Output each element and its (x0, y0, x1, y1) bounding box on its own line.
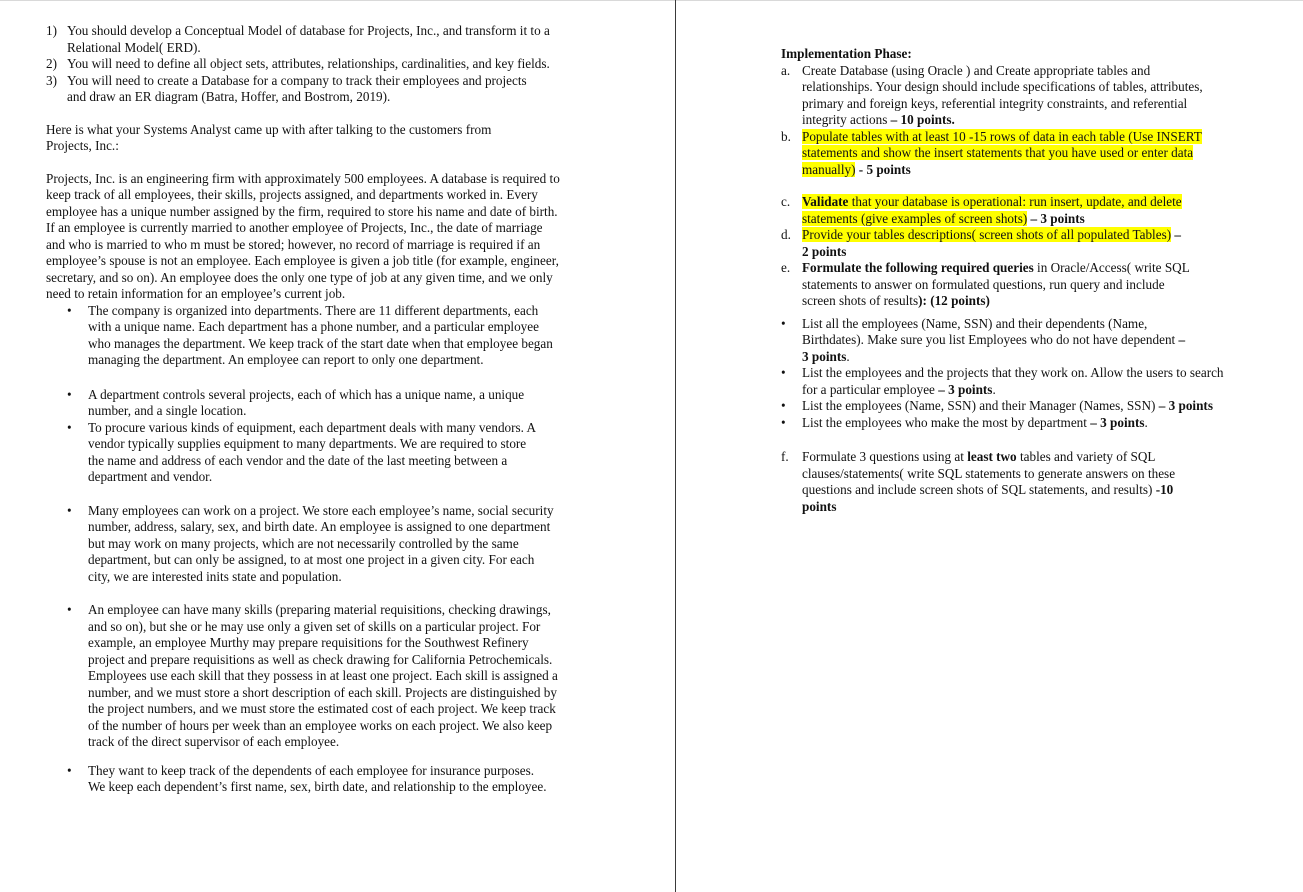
bullet-icon: • (67, 386, 72, 402)
implementation-heading: Implementation Phase: (781, 46, 912, 61)
item-number: 3) (46, 72, 57, 88)
query-points: – 3 points (938, 381, 993, 397)
bullet-icon: • (781, 365, 786, 380)
bullet-icon: • (781, 414, 786, 430)
bullet-text: The company is organized into departments. There are 11 different departments, each with a unique name. Each department has a phone number, and a particular employee who manages the department. We keep track of the start date when that employee began managing the department. An employee can report to only one department. (88, 302, 553, 367)
query-tail: . (846, 348, 850, 364)
step-points: – 3 points (1030, 210, 1085, 226)
step-text: in Oracle/Access( write SQL statements to answer on formulated questions, run query and include screen shots of results (802, 260, 1190, 308)
bullet-item (67, 602, 564, 751)
bullet-text: Many employees can work on a project. We store each employee’s name, social security number, address, salary, sex, and birth date. An employee is assigned to one department but may work on many projects, which are not necessarily controlled by the same department, but can only be assigned, to at most one project in a given city. For each city, we are interested inits state and population. (88, 502, 554, 584)
query-item (781, 398, 1214, 415)
step-marker: e. (781, 260, 791, 275)
bullet-icon: • (67, 419, 72, 435)
step-points: – 2 points (802, 227, 1181, 259)
step-text-highlighted: Populate tables with at least 10 -15 rows of data in each table (Use INSERT statements and show the insert statements that you have used or enter data manually) (802, 128, 1202, 177)
numbered-item (46, 73, 537, 106)
step-c (781, 194, 1202, 227)
bullet-icon: • (781, 315, 786, 331)
query-text: List the employees and the projects that they work on. Allow the users to search for a particular employee (802, 365, 1224, 397)
step-points: - 5 points (858, 161, 911, 177)
step-text: Create Database (using Oracle ) and Create appropriate tables and relationships. Your design should include specifications of tables, attributes, primary and foreign keys, referential integrity constraints, and referential integrity actions (802, 62, 1203, 127)
step-marker: b. (781, 128, 791, 144)
item-number: 1) (46, 23, 57, 38)
description-paragraph: Projects, Inc. is an engineering firm with approximately 500 employees. A database is required to keep track of all employees, their skills, projects assigned, and departments worked in. Every employee has a unique number assigned by the firm, required to store his name and date of birth. If an employee is currently married to another employee of Projects, Inc., the date of marriage and who is married to who m must be stored; however, no record of marriage is required if an employee’s spouse is not an employee. Each employee is given a job title (for example, engineer, secretary, and so on). An employee does the only one type of job at any given time, and we only need to retain information for an employee’s current job. (46, 170, 560, 301)
step-text-highlighted: Provide your tables descriptions( screen shots of all populated Tables) (802, 227, 1172, 242)
query-text: List the employees who make the most by department (802, 414, 1087, 430)
page-divider (675, 0, 676, 892)
query-points: – 3 points (1158, 398, 1213, 413)
bullet-icon: • (67, 602, 72, 617)
query-tail: . (1144, 414, 1148, 430)
query-points: – 3 points (802, 332, 1186, 364)
step-a (781, 63, 1217, 129)
step-d (781, 227, 1182, 260)
bullet-text: An employee can have many skills (preparing material requisitions, checking drawings, and so on), but she or he may use only a given set of skills on a particular project. For example, an employee Murthy may prepare requisitions for the Southwest Refinery project and prepare requisitions as well as check drawing for California Petrochemicals. Employees use each skill that they possess in at least one project. Each skill is assigned a number, and we must store a short description of each skill. Projects are distinguished by the project numbers, and we must store the estimated cost of each project. We keep track of the number of hours per week than an employee works on each project. We also keep track of the direct supervisor of each employee. (88, 602, 558, 749)
bullet-item (67, 420, 543, 486)
numbered-item (46, 23, 560, 56)
step-bold: Validate (802, 194, 849, 209)
step-marker: d. (781, 227, 791, 242)
step-points: ): (12 points) (918, 293, 990, 308)
step-text: tables and variety of SQL clauses/statements( write SQL statements to generate answers on these questions and include screen shots of SQL statements, and results) (802, 449, 1176, 497)
bullet-text: They want to keep track of the dependents of each employee for insurance purposes. We keep each dependent’s first name, sex, birth date, and relationship to the employee. (88, 762, 547, 794)
step-marker: a. (781, 62, 791, 78)
step-marker: c. (781, 194, 791, 209)
bullet-icon: • (67, 302, 72, 318)
step-text-highlighted: that your database is operational: run insert, update, and delete statements (give examples of screen shots) (802, 194, 1182, 226)
bullet-item (67, 303, 558, 369)
bullet-icon: • (781, 398, 786, 413)
item-text: You will need to define all object sets, attributes, relationships, cardinalities, and key fields. (67, 56, 550, 71)
query-tail: . (992, 381, 996, 397)
step-points: -10 points (802, 482, 1174, 514)
bullet-text: To procure various kinds of equipment, each department deals with many vendors. A vendor typically supplies equipment to many departments. We are required to store the name and address of each vendor and the date of the last meeting between a department and vendor. (88, 419, 536, 484)
step-f (781, 449, 1202, 515)
item-text: You should develop a Conceptual Model of database for Projects, Inc., and transform it to a Relational Model( ERD). (67, 23, 550, 55)
step-points: – 10 points. (890, 112, 955, 127)
step-bold: least two (967, 449, 1017, 464)
query-text: List the employees (Name, SSN) and their Manager (Names, SSN) (802, 398, 1156, 413)
numbered-item (46, 56, 560, 73)
item-number: 2) (46, 56, 57, 71)
step-marker: f. (781, 449, 789, 464)
query-item (781, 365, 1227, 398)
query-list (781, 316, 1226, 432)
intro-paragraph: Here is what your Systems Analyst came up with after talking to the customers from Projects, Inc.: (46, 121, 492, 153)
item-text: You will need to create a Database for a company to track their employees and projects and draw an ER diagram (Batra, Hoffer, and Bostrom, 2019). (67, 72, 527, 104)
query-item (781, 415, 1227, 432)
step-text: Formulate 3 questions using at (802, 449, 964, 464)
bullet-icon: • (67, 762, 72, 778)
step-e (781, 260, 1197, 310)
left-page (46, 0, 566, 796)
bullet-item (67, 503, 558, 586)
bullet-icon: • (67, 502, 72, 518)
bullet-text: A department controls several projects, each of which has a unique name, a unique number, and a single location. (88, 386, 525, 418)
query-text: List all the employees (Name, SSN) and their dependents (Name, Birthdates). Make sure you list Employees who do not have dependent (802, 315, 1176, 347)
bullet-item (67, 763, 551, 796)
bullet-item (67, 387, 528, 420)
numbered-list (46, 23, 566, 106)
bullet-list (67, 303, 566, 796)
query-points: – 3 points (1090, 414, 1145, 430)
query-item (781, 316, 1187, 366)
right-page (781, 0, 1226, 515)
step-bold: Formulate the following required queries (802, 260, 1034, 275)
step-b (781, 129, 1210, 179)
